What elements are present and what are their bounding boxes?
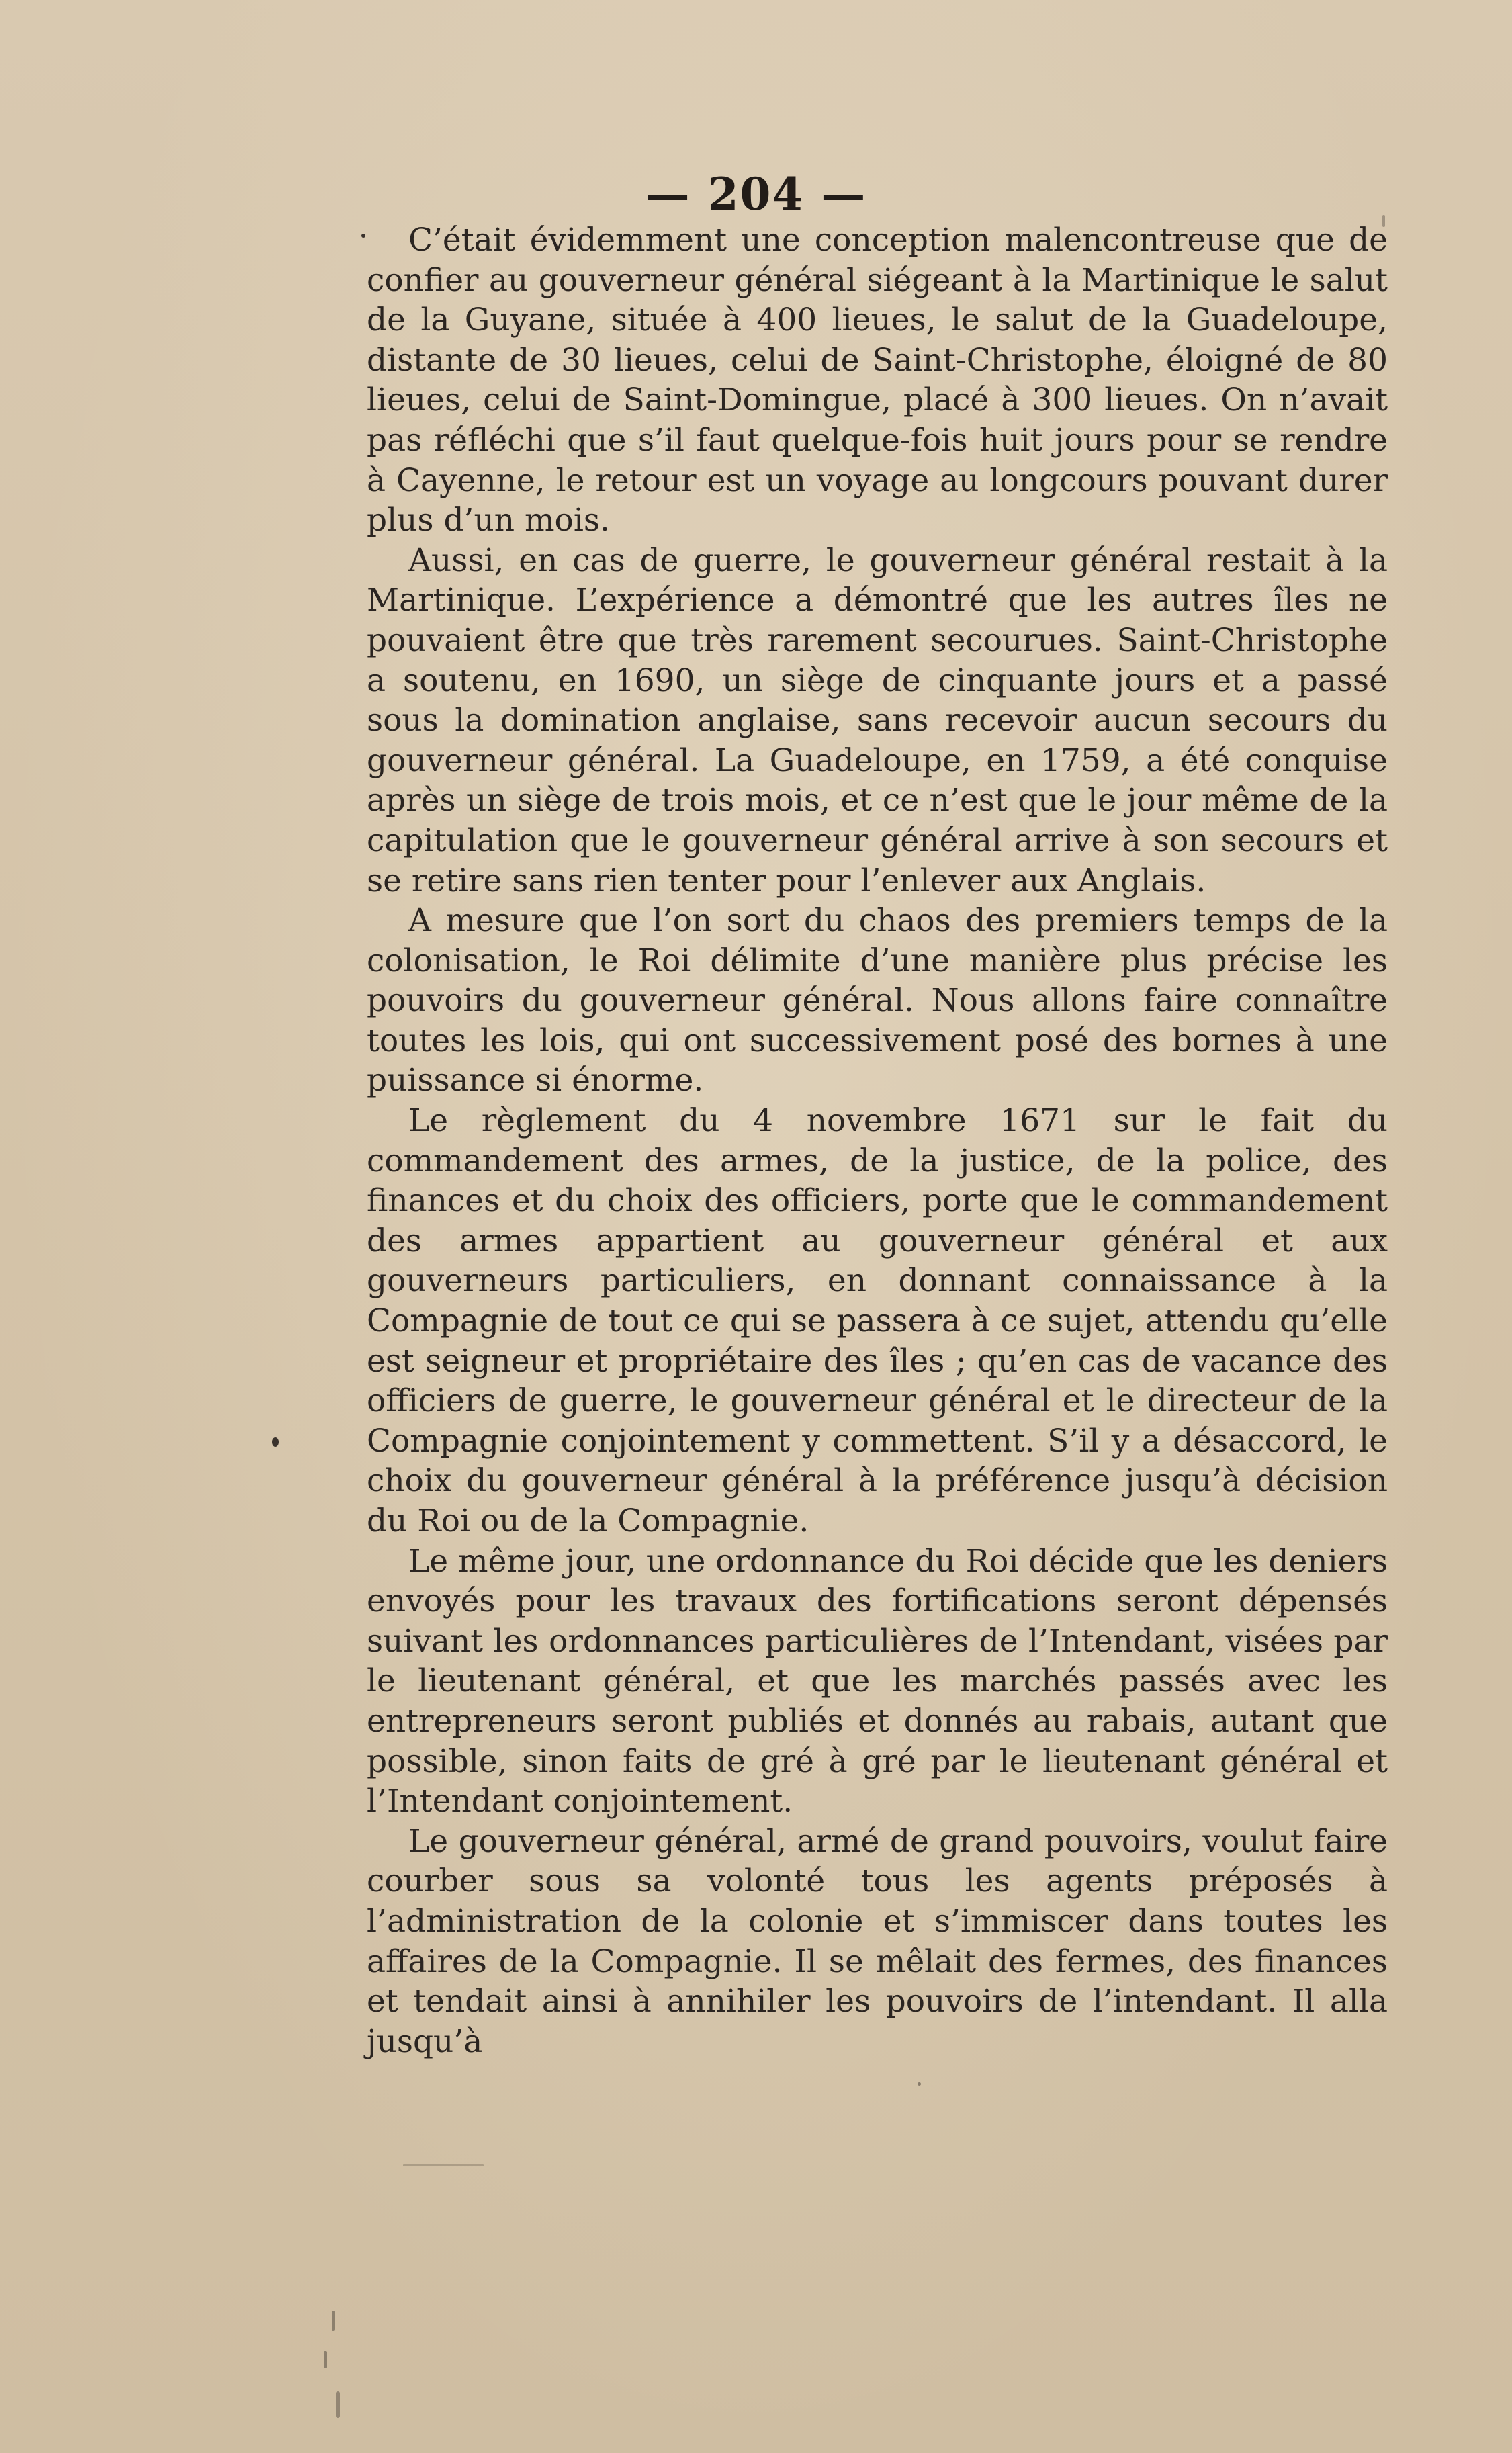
body-text	[367, 220, 1388, 2061]
ink-speck	[1382, 215, 1385, 227]
ink-speck	[918, 2082, 921, 2086]
paragraph-2: Aussi, en cas de guerre, le gouverneur général restait à la Martinique. L’expérience a démontré que les autres îles ne pouvaient être que très rarement secourues. Saint-Christophe a soutenu, en 1690, un siège de cinquante jours et a passé sous la domination anglaise, sans recevoir aucun secours du gouverneur général. La Guadeloupe, en 1759, a été conquise après un siège de trois mois, et ce n’est que le jour même de la capitulation que le gouverneur général arrive à son secours et se retire sans rien tenter pour l’enlever aux Anglais.	[367, 541, 1388, 899]
ink-speck	[332, 2311, 335, 2331]
paragraph-1: C’était évidemment une conception malencontreuse que de confier au gouverneur général siégeant à la Martinique le salut de la Guyane, située à 400 lieues, le salut de la Guadeloupe, distante de 30 lieues, celui de Saint-Christophe, éloigné de 80 lieues, celui de Saint-Domingue, placé à 300 lieues. On n’avait pas réfléchi que s’il faut quelque-fois huit jours pour se rendre à Cayenne, le retour est un voyage au longcours pouvant durer plus d’un mois.	[367, 222, 1388, 539]
ink-speck	[361, 234, 365, 238]
ink-speck	[272, 1437, 279, 1447]
ink-speck	[403, 2164, 484, 2166]
paragraph-5: Le même jour, une ordonnance du Roi décide que les deniers envoyés pour les travaux des fortifications seront dépensés suivant les ordonnances particulières de l’Intendant, visées par le lieutenant général, et que les marchés passés avec les entrepreneurs seront publiés et donnés au rabais, autant que possible, sinon faits de gré à gré par le lieutenant général et l’Intendant conjointement.	[367, 1542, 1388, 1820]
paragraph-6: Le gouverneur général, armé de grand pouvoirs, voulut faire courber sous sa volonté tous les agents préposés à l’administration de la colonie et s’immiscer dans toutes les affaires de la Compagnie. Il se mêlait des fermes, des finances et tendait ainsi à annihiler les pouvoirs de l’intendant. Il alla jusqu’à	[367, 1822, 1388, 2060]
ink-speck	[336, 2391, 340, 2418]
paragraph-4: Le règlement du 4 novembre 1671 sur le fait du commandement des armes, de la justice, de la police, des finances et du choix des officiers, porte que le commandement des armes appartient au gouverneur général et aux gouverneurs particuliers, en donnant connaissance à la Compagnie de tout ce qui se passera à ce sujet, attendu qu’elle est seigneur et propriétaire des îles ; qu’en cas de vacance des officiers de guerre, le gouverneur général et le directeur de la Compagnie conjointement y commettent. S’il y a désaccord, le choix du gouverneur général à la préférence jusqu’à décision du Roi ou de la Compagnie.	[367, 1102, 1388, 1540]
page-number: — 204 —	[645, 168, 867, 220]
ink-speck	[324, 2351, 327, 2368]
paragraph-3: A mesure que l’on sort du chaos des premiers temps de la colonisation, le Roi délimite d’une manière plus précise les pouvoirs du gouverneur général. Nous allons faire connaître toutes les lois, qui ont successivement posé des bornes à une puissance si énorme.	[367, 902, 1388, 1100]
